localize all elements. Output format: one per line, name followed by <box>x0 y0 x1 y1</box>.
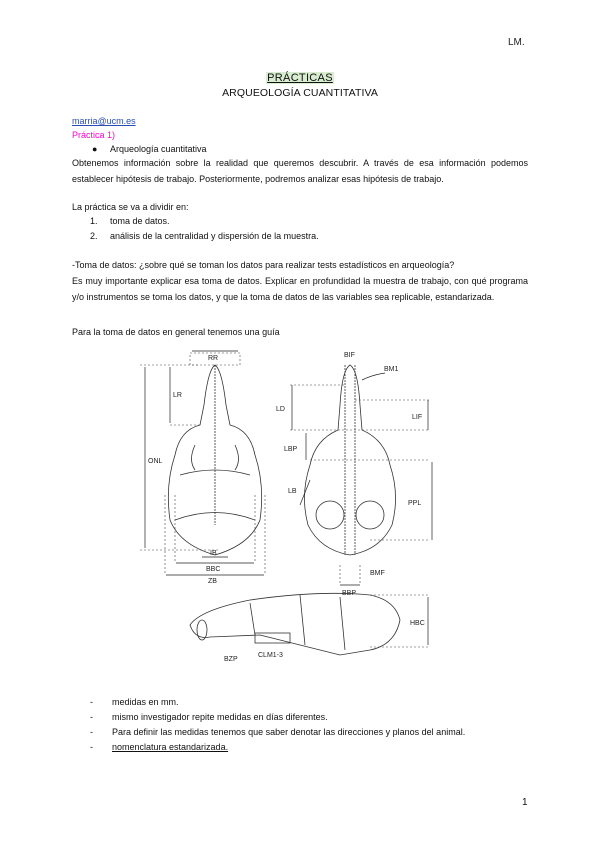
dash-marker: - <box>90 712 93 722</box>
label-ppl: PPL <box>408 500 422 507</box>
dash-text: medidas en mm. <box>112 697 179 707</box>
bullet-icon: ● <box>92 144 98 154</box>
page-subtitle: ARQUEOLOGÍA CUANTITATIVA <box>222 87 378 99</box>
label-lbp: LBP <box>284 446 298 453</box>
dash-text: mismo investigador repite medidas en días diferentes. <box>112 712 328 722</box>
label-bmf: BMF <box>370 570 385 577</box>
label-ld: LD <box>276 406 285 413</box>
dash-marker: - <box>90 727 93 737</box>
label-rr: RR <box>208 355 219 362</box>
label-lr: LR <box>173 392 182 399</box>
ordered-list-item <box>90 228 546 244</box>
email-link[interactable]: marria@ucm.es <box>72 116 136 126</box>
ordered-list-item <box>90 213 546 229</box>
page-title <box>0 72 600 84</box>
practica-label: Práctica 1) <box>72 130 116 140</box>
label-lb: LB <box>288 488 297 495</box>
list-text: toma de datos. <box>110 216 170 226</box>
label-lif: LIF <box>412 414 423 421</box>
dash-list-item <box>90 694 546 710</box>
page-number: 1 <box>522 797 528 808</box>
title-text: PRÁCTICAS <box>267 72 333 84</box>
dash-text: nomenclatura estandarizada. <box>112 742 229 752</box>
guide-text: Para la toma de datos en general tenemos una guía <box>72 327 280 337</box>
list-number: 1. <box>90 216 98 226</box>
toma-datos-body: Es muy importante explicar esa toma de datos. Explicar en profundidad la muestra de trabajo, con qué programa y/o instrumentos se toma los datos, y que la toma de datos de las variables sea replicable, estandarizada. <box>72 276 528 302</box>
label-onl: ONL <box>148 458 163 465</box>
bullet-text: Arqueología cuantitativa <box>110 144 207 154</box>
dash-list-item <box>90 724 546 740</box>
paragraph-intro: Obtenemos información sobre la realidad que queremos descubrir. A través de esa información podemos establecer hipótesis de trabajo. Posteriormente, podremos analizar esas hipótesis de trabajo. <box>72 158 528 184</box>
label-clm: CLM1-3 <box>258 652 283 659</box>
skull-diagram-icon <box>140 345 470 685</box>
list-number: 2. <box>90 231 98 241</box>
label-bif: BIF <box>344 352 355 359</box>
divide-intro: La práctica se va a dividir en: <box>72 202 189 212</box>
dash-text: Para definir las medidas tenemos que saber denotar las direcciones y planos del animal. <box>112 727 466 737</box>
list-text: análisis de la centralidad y dispersión de la muestra. <box>110 231 319 241</box>
skull-measurement-figure <box>140 345 470 685</box>
label-zb: ZB <box>208 578 217 585</box>
dash-list-item <box>90 709 546 725</box>
dash-marker: - <box>90 697 93 707</box>
label-ib: IB <box>210 550 217 557</box>
dash-marker: - <box>90 742 93 752</box>
label-bzp: BZP <box>224 656 238 663</box>
header-initials: LM. <box>508 37 525 48</box>
label-bm1: BM1 <box>384 366 399 373</box>
label-bbc: BBC <box>206 566 221 573</box>
toma-datos-question: -Toma de datos: ¿sobre qué se toman los datos para realizar tests estadísticos en arqueología? <box>72 260 455 270</box>
dash-list-item <box>90 739 546 755</box>
label-bbp: BBP <box>342 590 357 597</box>
paragraph-toma-datos <box>72 257 528 305</box>
label-hbc: HBC <box>410 620 425 627</box>
